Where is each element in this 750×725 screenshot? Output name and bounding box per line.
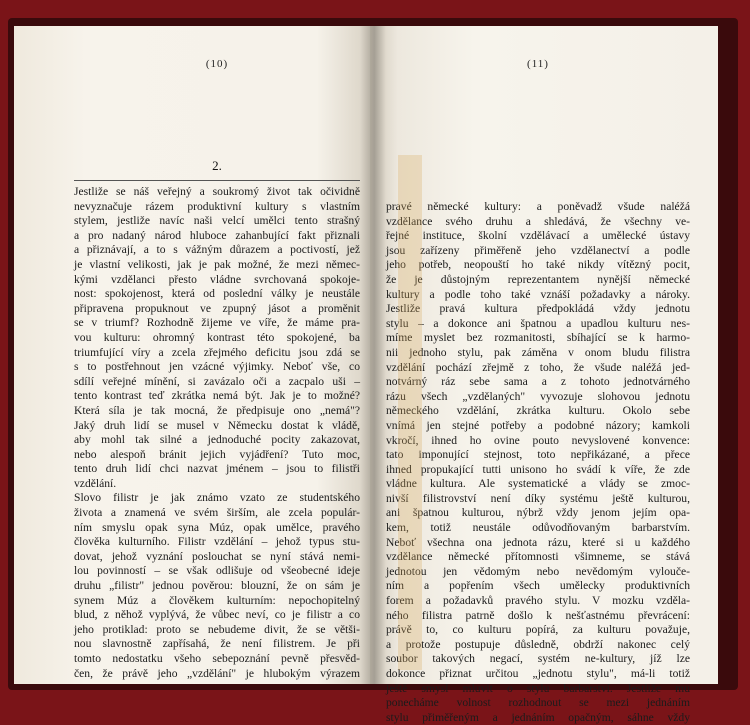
text-line: Neboť všechna ona jednota rázu, které si u každého — [386, 535, 690, 549]
text-line: nou slavnostně zapřísahá, že není filistrem. Je při — [74, 637, 360, 651]
text-line: vzdělance německé přítomnosti všimneme, se stává — [386, 550, 690, 564]
text-line: nost: spokojenost, která od poslední války je neustále — [74, 287, 360, 301]
text-line: synem Múz a člověkem kulturním: nepochopitelný — [74, 593, 360, 607]
text-line: člověka kulturního. Filistr vzdělání – jehož typus stu- — [74, 535, 360, 549]
text-line: ihned propukající tutti unisono ho svádí k víře, že zde — [386, 462, 690, 476]
highlight-strip — [398, 155, 422, 670]
text-line: čen, že právě jeho „vzdělání" je hlubokým výrazem — [74, 666, 360, 680]
text-line: druhu „filistr" jednou pověrou: blouzní, že on sám je — [74, 579, 360, 593]
text-line: se v triumf? Rozhodně žijeme ve víře, že máme pra- — [74, 316, 360, 330]
text-line: právě to, co kulturu popírá, za kulturu považuje, — [386, 623, 690, 637]
right-page-text — [386, 200, 690, 725]
text-line: stylu přiměřeným a jednáním opačným, sáhne vždy — [386, 710, 690, 724]
text-line: sdílí veřejné mínění, si zavázalo oči a zacpalo uši – — [74, 374, 360, 388]
right-page — [370, 26, 718, 724]
chapter-number: 2. — [212, 158, 222, 173]
book-gutter — [360, 26, 386, 684]
text-line: jednotou jen vědomým nebo nevědomým vylouče- — [386, 564, 690, 578]
text-line: a protože postupuje důsledně, obdrží nakonec celý — [386, 637, 690, 651]
text-line: tento druh lidí chci nazvat jménem – jsou to filistři — [74, 462, 360, 476]
text-line: vzdělance svého druhu a shledává, že všechny ve- — [386, 214, 690, 228]
text-line: lou povinností – se však odlišuje od všeobecné ideje — [74, 564, 360, 578]
text-line: ještě smysl mluvit o stylu barbarství. Jestliže mu — [386, 681, 690, 695]
text-line: rázu všech „vzdělaných" vyvozuje slohovou jednotu — [386, 389, 690, 403]
text-line: tento kontrast teď zkrátka nemá být. Jak je to možné? — [74, 389, 360, 403]
left-page-number: (10) — [205, 58, 229, 70]
text-line: stylu – a dokonce ani špatnou a upadlou kulturu nes- — [386, 316, 690, 330]
text-line: ním a popřením všech umělecky produktivních — [386, 579, 690, 593]
text-line: vou kulturu: ohromný kontrast této spokojené, ba — [74, 330, 360, 344]
text-line: tomto nedostatku všeho sebepoznání pevně přesvěd- — [74, 652, 360, 665]
text-line: kultury a podle toho také vznáší požadavky a nároky. — [386, 287, 690, 301]
left-page — [14, 26, 370, 684]
text-line: připravena propuknout ve zpupný jásot a proměnit — [74, 301, 360, 315]
text-line: nii jednoho stylu, pak záměna v onom bludu filistra — [386, 345, 690, 359]
text-line: a pro nadaný národ hluboce zahanbující fakt přiznali — [74, 228, 360, 242]
text-line: vzdělání. — [74, 476, 117, 490]
text-line: nivší filistrovství není díky systému ještě kulturou, — [386, 491, 690, 505]
text-line: tato imponující stejnost, toto nepřikázané, a přece — [386, 448, 690, 462]
text-line: ani špatnou kulturou, nýbrž vždy jenom jejím opa- — [386, 506, 690, 520]
text-line: blud, z něhož vyplývá, že vůbec neví, co je filistr a co — [74, 608, 360, 622]
text-line: forem a požadavků pravého stylu. V mozku vzděla- — [386, 594, 690, 608]
text-line: Slovo filistr je jak známo vzato ze studentského — [74, 491, 360, 505]
text-line: nebo alespoň bránit jejich vyjádření? Tuto moc, — [74, 447, 360, 461]
text-line: jeho protiklad: proto se nebudeme divit, že se větši- — [74, 622, 360, 636]
text-line: jsou zařízeny přiměřeně jeho vzdělanectví a podle — [386, 243, 690, 257]
right-page-number: (11) — [527, 58, 549, 70]
text-line: dokonce přiznat určitou „jednotu stylu", má-li totiž — [386, 667, 690, 680]
text-line: že je důstojným reprezentantem nynější německé — [386, 272, 690, 286]
text-line: ného filistra patrně došlo k nešťastnému převrácení: — [386, 608, 690, 622]
text-line: s to postřehnout jen vzácné výjimky. Neboť vše, co — [74, 360, 360, 374]
text-line: nevyznačuje rázem produktivní kultury s vlastním — [74, 199, 360, 213]
text-line: ponecháme volnost rozhodnout se mezi jednáním — [386, 696, 690, 710]
text-line: dovat, jehož vyznání poslouchat se nyní stává nemi- — [74, 549, 360, 563]
text-line: stylem, jestliže navíc naši velcí umělci tento strašný — [74, 214, 360, 228]
text-line: triumfující víry a zcela zřejmého deficitu jsou zdá se — [74, 345, 360, 359]
text-line: vládne kultura. Ale systematické a vlády se zmoc- — [386, 477, 690, 491]
text-line: vkročí, ihned ho ovine pouto nevyslovené konvence: — [386, 433, 690, 447]
text-line: pravé německé kultury: a poněvadž všude naléžá — [386, 200, 690, 213]
text-line: míme myslet bez rozmanitosti, sbíhající se k harmo- — [386, 331, 690, 345]
text-line: je vlastní velikosti, jak je pak možné, že mezi němec- — [74, 257, 360, 271]
text-line: Jestliže se náš veřejný a soukromý život tak očividně — [74, 185, 360, 198]
left-page-text — [74, 185, 360, 681]
text-line: Jaký druh lidí se musel v Německu dostat k vládě, — [74, 418, 360, 432]
text-line: jeho potřeb, neopouští ho také nikdy vítězný pocit, — [386, 258, 690, 272]
text-line: kými vzdělanci přesto vládne svrchovaná spokoje- — [74, 272, 360, 286]
text-line: života a znamená ve svém širším, ale zcela populár- — [74, 506, 360, 520]
text-line: vnímá jen stejné potřeby a podobné názory; kamkoli — [386, 418, 690, 432]
text-line: německého vzdělání, zkrátka kulturu. Okolo sebe — [386, 404, 690, 418]
text-line: Jestliže pravá kultura předpokládá vždy jednotu — [386, 302, 690, 316]
text-line: řejné instituce, školní vzdělávací a umělecké ústavy — [386, 229, 690, 243]
text-line: notvárný ráz sebe sama a z tohoto jednotvárného — [386, 375, 690, 389]
text-line: aby mohl tak silné a jednoduché pocity zakazovat, — [74, 433, 360, 447]
text-line: vzdělání pochází zřejmě z toho, že všude naléžá jed- — [386, 360, 690, 374]
text-line: ním smyslu opak syna Múz, opak umělce, pravého — [74, 520, 360, 534]
text-line: a přiznávají, a to s vážným důrazem a poctivostí, jež — [74, 243, 360, 257]
text-line: Která síla je tak mocná, že předpisuje ono „nemá"? — [74, 403, 360, 417]
text-line: kem, totiž neustále odůvodňovaným barbarstvím. — [386, 521, 690, 535]
chapter-rule — [74, 180, 360, 181]
text-line: soubor takových negací, systém ne-kultury, jíž lze — [386, 652, 690, 666]
